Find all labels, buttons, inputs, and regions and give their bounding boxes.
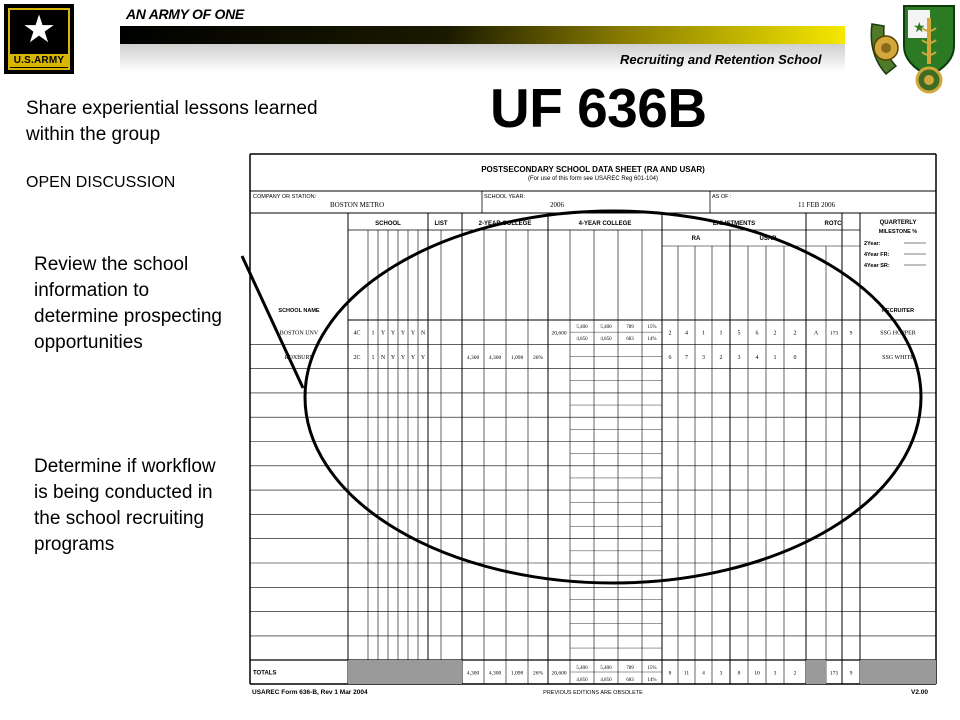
determine-workflow-text: Determine if workflow is being conducted in the school recruiting programs: [34, 456, 216, 555]
company-label: COMPANY OR STATION:: [253, 194, 317, 200]
company-value: BOSTON METRO: [330, 201, 385, 209]
totals-four-year-a: 5,400: [600, 666, 612, 671]
header-school: SCHOOL: [375, 221, 401, 227]
row-usar-value: 0: [793, 354, 797, 361]
army-slogan: AN ARMY OF ONE: [126, 6, 244, 22]
row-usar-value: 4: [755, 354, 759, 361]
totals-two-year: 4,300: [466, 670, 480, 677]
form-grid-lines: [250, 154, 936, 684]
school-name: Recruiting and Retention School: [620, 52, 822, 67]
row-usar-value: 3: [737, 354, 741, 361]
row-usar-value: 1: [773, 354, 777, 361]
header-enlistments: ENLISTMENTS: [712, 221, 756, 227]
row-flag: N: [420, 330, 426, 337]
totals-four-year-b: 14%: [647, 678, 657, 683]
row-ra-value: 6: [668, 354, 672, 361]
form-footer-note: PREVIOUS EDITIONS ARE OBSOLETE: [543, 690, 643, 696]
totals-four-year-a: 15%: [647, 666, 657, 671]
row-flag: Y: [420, 354, 426, 361]
row-school-type: 4C: [353, 330, 361, 337]
as-of-label: AS OF :: [712, 194, 732, 200]
row-four-year-a: 15%: [647, 325, 657, 330]
form-footer-version: V2.00: [911, 689, 928, 696]
totals-enrollment: 20,600: [551, 670, 567, 677]
totals-two-year: 4,300: [488, 670, 502, 677]
row-school-type: 2C: [353, 354, 361, 361]
open-discussion-label: OPEN DISCUSSION: [26, 174, 176, 191]
row-four-year-a: 789: [626, 325, 634, 330]
header-recruiter: RECRUITER: [881, 308, 915, 314]
row-flag: Y: [390, 330, 396, 337]
row-usar-value: 2: [793, 330, 797, 337]
row-two-year-value: 1,098: [510, 354, 524, 361]
school-year-label: SCHOOL YEAR:: [484, 194, 525, 200]
row-ra-value: 1: [702, 330, 705, 337]
row-flag: N: [380, 354, 386, 361]
row-rotc-value: 9: [849, 330, 853, 337]
slide-title: UF 636B: [490, 77, 707, 139]
totals-usar: 8: [737, 670, 741, 677]
milestone-two-year: 2Year:: [864, 241, 881, 247]
row-four-year-b: 4,850: [600, 337, 612, 342]
header-quarterly: QUARTERLY: [879, 220, 917, 226]
totals-usar: 2: [793, 670, 797, 677]
header-two-year: 2-YEAR COLLEGE: [478, 221, 532, 227]
row-two-year-value: 4,300: [466, 354, 480, 361]
form-text: [252, 165, 928, 696]
row-four-year-a: 5,400: [600, 325, 612, 330]
row-rotc-type: A: [813, 330, 819, 337]
totals-four-year-a: 5,400: [576, 666, 588, 671]
row-ra-value: 2: [668, 330, 672, 337]
row-flag: Y: [400, 330, 406, 337]
totals-rotc: 9: [849, 670, 853, 677]
row-school-name: BOSTON UNV: [279, 330, 319, 337]
highlight-ellipse: [305, 211, 921, 583]
row-enrollment-total: 20,600: [551, 330, 567, 337]
row-four-year-a: 5,400: [576, 325, 588, 330]
callout-line: [242, 256, 303, 388]
totals-ra: 8: [668, 670, 672, 677]
row-rotc-value: 173: [829, 330, 839, 337]
totals-four-year-b: 683: [626, 678, 634, 683]
row-two-year-value: 26%: [532, 354, 544, 361]
row-recruiter: SSG HOPPER: [880, 330, 916, 337]
review-school-text: Review the school information to determine prospecting opportunities: [34, 254, 222, 353]
totals-label: TOTALS: [253, 670, 277, 677]
row-flag: Y: [380, 330, 386, 337]
row-school-count: 1: [371, 354, 375, 361]
totals-shaded-school: [348, 660, 462, 684]
totals-two-year: 1,098: [510, 670, 524, 677]
as-of-value: 11 FEB 2006: [798, 201, 836, 209]
row-school-name: ROXBURY: [284, 354, 314, 361]
milestone-four-sr: 4Year SR:: [864, 263, 890, 269]
totals-ra: 3: [719, 670, 723, 677]
row-usar-value: 5: [737, 330, 741, 337]
form-footer-id: USAREC Form 636-B, Rev 1 Mar 2004: [252, 689, 368, 696]
totals-shaded-recruiter: [860, 660, 936, 684]
header-four-year: 4-YEAR COLLEGE: [578, 221, 632, 227]
share-lessons-text: Share experiential lessons learned within the group: [26, 98, 318, 145]
totals-rotc: 173: [829, 670, 839, 677]
row-ra-value: 4: [685, 330, 688, 337]
row-ra-value: 3: [702, 354, 705, 361]
header-usar: USAR: [759, 236, 777, 242]
totals-four-year-b: 4,850: [576, 678, 588, 683]
row-four-year-b: 4,850: [576, 337, 588, 342]
row-flag: Y: [400, 354, 406, 361]
header-school-name: SCHOOL NAME: [278, 308, 320, 314]
totals-two-year: 26%: [532, 670, 544, 677]
form-title: POSTSECONDARY SCHOOL DATA SHEET (RA AND USAR): [481, 165, 705, 174]
header-ra: RA: [691, 236, 701, 242]
totals-usar: 3: [773, 670, 777, 677]
row-recruiter: SSG WHITE: [882, 354, 914, 361]
totals-ra: 11: [683, 670, 690, 677]
row-four-year-b: 14%: [647, 337, 657, 342]
row-school-count: 1: [371, 330, 375, 337]
svg-text:★: ★: [913, 20, 926, 36]
header-list: LIST: [434, 221, 448, 227]
logo-wordmark: U.S.ARMY: [10, 54, 68, 67]
row-ra-value: 2: [719, 354, 723, 361]
milestone-four-fr: 4Year FR:: [864, 252, 890, 258]
totals-four-year-a: 789: [626, 666, 634, 671]
row-usar-value: 2: [773, 330, 777, 337]
totals-four-year-b: 4,850: [600, 678, 612, 683]
row-flag: Y: [390, 354, 396, 361]
star-icon: ★: [21, 7, 57, 51]
totals-ra: 4: [702, 670, 705, 677]
row-usar-value: 6: [755, 330, 759, 337]
header-rotc: ROTC: [824, 221, 842, 227]
header-milestone: MILESTONE %: [878, 229, 918, 235]
row-flag: Y: [410, 330, 416, 337]
row-ra-value: 1: [719, 330, 723, 337]
school-year-value: 2006: [550, 201, 564, 209]
row-ra-value: 7: [685, 354, 688, 361]
totals-usar: 10: [754, 670, 760, 677]
row-flag: Y: [410, 354, 416, 361]
row-four-year-b: 683: [626, 337, 634, 342]
totals-shaded-rotc-type: [806, 660, 826, 684]
form-subtitle: (For use of this form see USAREC Reg 601-104): [527, 176, 659, 182]
row-two-year-value: 4,300: [488, 354, 502, 361]
